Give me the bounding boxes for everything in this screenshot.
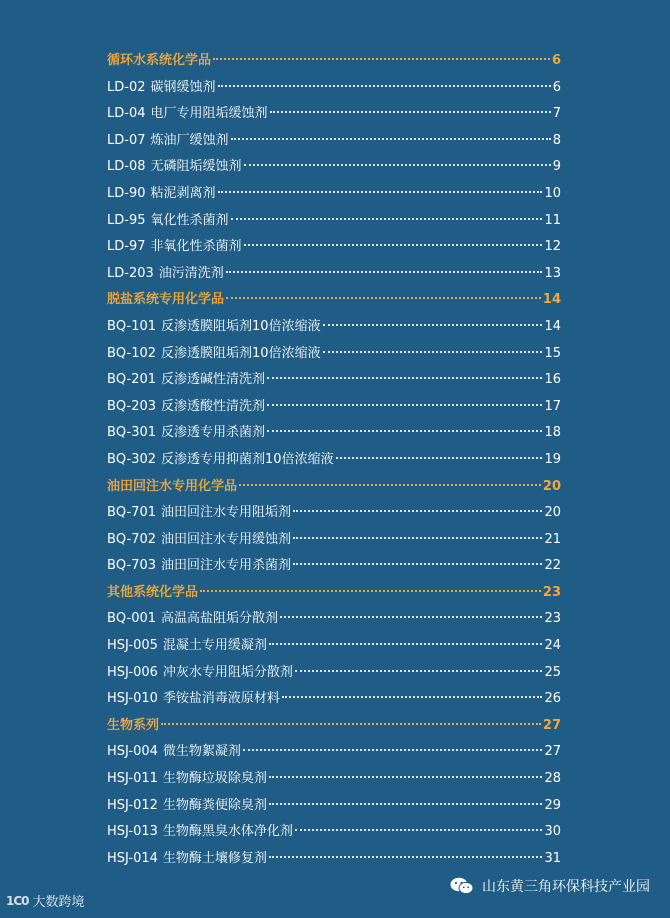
toc-page-number: 12 xyxy=(544,239,561,255)
toc-page-number: 15 xyxy=(544,345,561,361)
dot-leader xyxy=(323,351,543,353)
dot-leader xyxy=(295,670,543,672)
toc-section-heading[interactable] xyxy=(107,474,561,501)
toc-entry[interactable] xyxy=(107,766,561,793)
toc-entry[interactable] xyxy=(107,394,561,421)
toc-entry-code: BQ-701 xyxy=(107,505,157,521)
dot-leader xyxy=(243,749,543,751)
toc-entry-code: BQ-702 xyxy=(107,531,157,547)
toc-entry-code: HSJ-010 xyxy=(107,691,158,707)
toc-entry-code: BQ-301 xyxy=(107,425,157,441)
dot-leader xyxy=(231,218,543,220)
toc-entry-code: BQ-703 xyxy=(107,558,157,574)
toc-page-number: 26 xyxy=(544,691,561,707)
toc-entry[interactable] xyxy=(107,314,561,341)
toc-page-number: 14 xyxy=(542,292,561,308)
toc-entry-title: 氧化性杀菌剂 xyxy=(150,212,229,228)
toc-page-number: 18 xyxy=(544,425,561,441)
dot-leader xyxy=(200,590,541,592)
dot-leader xyxy=(280,616,542,618)
toc-entry-title: 电厂专用阻垢缓蚀剂 xyxy=(150,106,268,122)
toc-entry-title: 微生物絮凝剂 xyxy=(162,744,241,760)
org-attribution xyxy=(450,876,650,896)
toc-entry-code: LD-08 xyxy=(107,159,146,175)
toc-entry-code: LD-07 xyxy=(107,132,146,148)
toc-entry[interactable] xyxy=(107,181,561,208)
toc-page-number: 6 xyxy=(551,53,561,68)
toc-entry-code: LD-90 xyxy=(107,185,146,201)
toc-entry-title: 非氧化性杀菌剂 xyxy=(150,239,242,255)
dot-leader xyxy=(293,510,542,512)
toc-entry-code: HSJ-012 xyxy=(107,797,158,813)
toc-entry-code: LD-97 xyxy=(107,239,146,255)
dot-leader xyxy=(295,829,543,831)
toc-section-title: 循环水系统化学品 xyxy=(107,53,212,68)
dot-leader xyxy=(293,563,542,565)
toc-page-number: 9 xyxy=(552,159,561,175)
toc-page-number: 29 xyxy=(544,797,561,813)
toc-entry-title: 油污清洗剂 xyxy=(158,265,224,281)
toc-page-number: 23 xyxy=(544,611,561,627)
toc-entry-title: 反渗透酸性清洗剂 xyxy=(161,398,266,414)
dot-leader xyxy=(323,324,543,326)
org-name: 山东黄三角环保科技产业园 xyxy=(482,879,650,895)
dot-leader xyxy=(213,58,550,60)
toc-entry-code: BQ-203 xyxy=(107,398,157,414)
dot-leader xyxy=(267,404,542,406)
toc-page-number: 6 xyxy=(552,79,561,95)
toc-entry-title: 反渗透碱性清洗剂 xyxy=(161,372,266,388)
toc-section-heading[interactable] xyxy=(107,48,561,75)
toc-entry[interactable] xyxy=(107,500,561,527)
toc-section-title: 其他系统化学品 xyxy=(107,584,199,600)
dot-leader xyxy=(270,111,551,113)
toc-entry-title: 生物酶粪便除臭剂 xyxy=(162,797,267,813)
toc-page-number: 8 xyxy=(552,132,561,148)
toc-page-number: 20 xyxy=(542,478,561,494)
toc-entry[interactable] xyxy=(107,154,561,181)
toc-entry-title: 季铵盐消毒液原材料 xyxy=(162,691,280,707)
dot-leader xyxy=(239,484,541,486)
toc-entry-title: 油田回注水专用阻垢剂 xyxy=(161,505,292,521)
toc-entry-title: 反渗透专用杀菌剂 xyxy=(161,425,266,441)
toc-section-title: 生物系列 xyxy=(107,717,160,733)
dot-leader xyxy=(282,696,543,698)
toc-entry-title: 冲灰水专用阻垢分散剂 xyxy=(162,664,293,680)
toc-entry[interactable] xyxy=(107,128,561,155)
dot-leader xyxy=(269,643,543,645)
toc-entry-title: 生物酶土壤修复剂 xyxy=(162,850,267,866)
toc-page-number: 23 xyxy=(542,584,561,600)
toc-entry[interactable] xyxy=(107,75,561,102)
dot-leader xyxy=(244,164,551,166)
logo-text: 大数跨境 xyxy=(32,895,85,910)
toc-page-number: 31 xyxy=(544,850,561,866)
toc-entry-code: LD-02 xyxy=(107,79,146,95)
toc-page-number: 20 xyxy=(544,505,561,521)
toc-entry-code: HSJ-006 xyxy=(107,664,158,680)
toc-entry[interactable] xyxy=(107,739,561,766)
toc-entry[interactable] xyxy=(107,341,561,368)
toc-page-number: 10 xyxy=(544,185,561,201)
toc-entry-title: 反渗透膜阻垢剂10倍浓缩液 xyxy=(161,318,321,334)
toc-entry-title: 反渗透专用抑菌剂10倍浓缩液 xyxy=(161,451,334,467)
dot-leader xyxy=(336,457,543,459)
toc-entry-title: 反渗透膜阻垢剂10倍浓缩液 xyxy=(161,345,321,361)
toc-entry-code: BQ-101 xyxy=(107,318,157,334)
dot-leader xyxy=(269,803,543,805)
toc-page-number: 30 xyxy=(544,824,561,840)
dot-leader xyxy=(226,297,541,299)
dot-leader xyxy=(269,856,543,858)
toc-page-number: 7 xyxy=(552,106,561,122)
toc-entry[interactable] xyxy=(107,686,561,713)
dot-leader xyxy=(231,138,551,140)
table-of-contents xyxy=(107,48,561,872)
toc-entry[interactable] xyxy=(107,819,561,846)
toc-section-title: 脱盐系统专用化学品 xyxy=(107,292,225,308)
toc-entry[interactable] xyxy=(107,447,561,474)
toc-page-number: 27 xyxy=(544,744,561,760)
toc-entry-code: HSJ-014 xyxy=(107,850,158,866)
toc-entry[interactable] xyxy=(107,261,561,288)
toc-page-number: 17 xyxy=(544,398,561,414)
toc-page-number: 21 xyxy=(544,531,561,547)
toc-page-number: 22 xyxy=(544,558,561,574)
dot-leader xyxy=(267,430,542,432)
dot-leader xyxy=(293,537,542,539)
toc-section-heading[interactable] xyxy=(107,580,561,607)
toc-page-number: 25 xyxy=(544,664,561,680)
dot-leader xyxy=(161,723,541,725)
toc-section-heading[interactable] xyxy=(107,713,561,740)
toc-entry-title: 无磷阻垢缓蚀剂 xyxy=(150,159,242,175)
toc-entry-code: HSJ-011 xyxy=(107,771,158,787)
toc-entry-code: LD-04 xyxy=(107,106,146,122)
toc-section-title: 油田回注水专用化学品 xyxy=(107,478,238,494)
toc-entry[interactable] xyxy=(107,527,561,554)
toc-entry[interactable] xyxy=(107,367,561,394)
toc-entry[interactable] xyxy=(107,208,561,235)
toc-entry[interactable] xyxy=(107,633,561,660)
toc-entry-title: 生物酶黑臭水体净化剂 xyxy=(162,824,293,840)
watermark-logo xyxy=(6,891,85,910)
dot-leader xyxy=(218,191,543,193)
toc-page-number: 13 xyxy=(544,265,561,281)
toc-page-number: 27 xyxy=(542,717,561,733)
toc-entry-code: HSJ-004 xyxy=(107,744,158,760)
toc-entry-title: 油田回注水专用杀菌剂 xyxy=(161,558,292,574)
dot-leader xyxy=(226,271,543,273)
toc-entry-title: 粘泥剥离剂 xyxy=(150,185,216,201)
toc-entry[interactable] xyxy=(107,553,561,580)
toc-entry[interactable] xyxy=(107,101,561,128)
toc-section-heading[interactable] xyxy=(107,287,561,314)
toc-entry[interactable] xyxy=(107,234,561,261)
toc-page-number: 11 xyxy=(544,212,561,228)
toc-entry[interactable] xyxy=(107,606,561,633)
toc-entry[interactable] xyxy=(107,846,561,873)
toc-entry-code: LD-95 xyxy=(107,212,146,228)
toc-page-number: 19 xyxy=(544,451,561,467)
toc-entry-code: HSJ-013 xyxy=(107,824,158,840)
dot-leader xyxy=(267,377,542,379)
toc-entry-code: LD-203 xyxy=(107,265,154,281)
toc-entry[interactable] xyxy=(107,793,561,820)
toc-entry-code: BQ-302 xyxy=(107,451,157,467)
toc-page-number: 24 xyxy=(544,638,561,654)
toc-entry-title: 炼油厂缓蚀剂 xyxy=(150,132,229,148)
toc-entry-title: 混凝土专用缓凝剂 xyxy=(162,638,267,654)
toc-entry[interactable] xyxy=(107,420,561,447)
toc-entry[interactable] xyxy=(107,660,561,687)
toc-page-number: 16 xyxy=(544,372,561,388)
toc-entry-code: BQ-102 xyxy=(107,345,157,361)
toc-entry-code: BQ-201 xyxy=(107,372,157,388)
dot-leader xyxy=(269,776,543,778)
toc-entry-title: 碳钢缓蚀剂 xyxy=(150,79,216,95)
dot-leader xyxy=(244,244,543,246)
toc-entry-title: 油田回注水专用缓蚀剂 xyxy=(161,531,292,547)
toc-page-number: 14 xyxy=(544,318,561,334)
toc-entry-title: 生物酶垃圾除臭剂 xyxy=(162,771,267,787)
toc-entry-title: 高温高盐阻垢分散剂 xyxy=(161,611,279,627)
dot-leader xyxy=(218,85,551,87)
toc-entry-code: HSJ-005 xyxy=(107,638,158,654)
logo-mark: 1C0 xyxy=(6,893,29,908)
wechat-icon xyxy=(450,877,474,895)
toc-entry-code: BQ-001 xyxy=(107,611,157,627)
toc-page-number: 28 xyxy=(544,771,561,787)
